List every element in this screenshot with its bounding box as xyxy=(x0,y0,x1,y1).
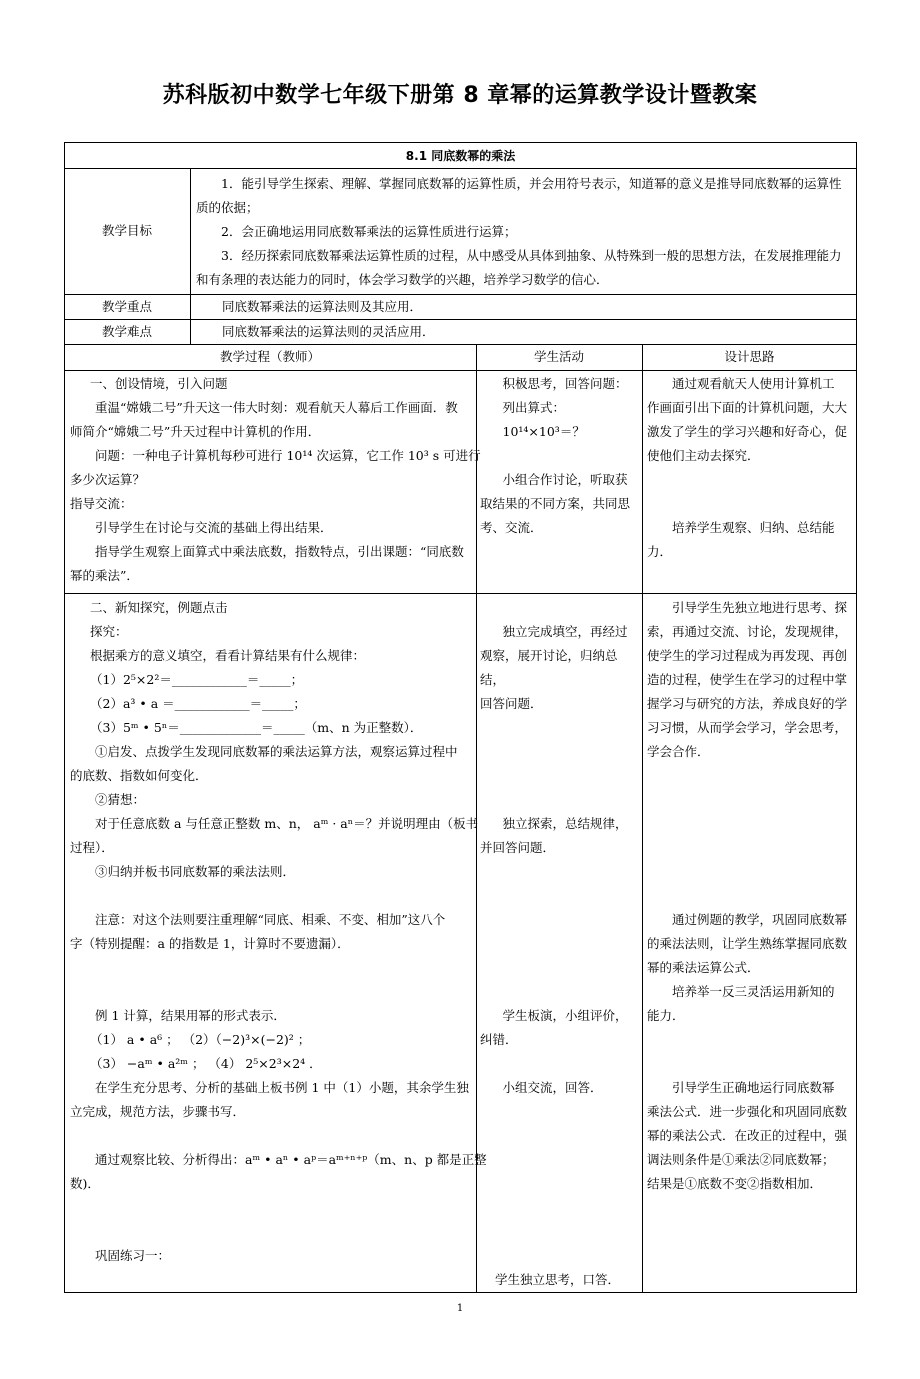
spacer xyxy=(70,884,472,908)
text-line: 学生独立思考，口答． xyxy=(495,1272,621,1287)
text-line: 取结果的不同方案，共同思 xyxy=(480,496,631,511)
spacer xyxy=(647,764,855,908)
text-line: 使学生的学习过程成为再发现、再创 xyxy=(647,648,848,663)
text-line: 握学习与研究的方法，养成良好的学 xyxy=(647,696,848,711)
text-line: （1）2⁵×2²＝____________＝_____； xyxy=(90,672,304,687)
text-line: 多少次运算？ xyxy=(70,472,146,487)
text-line: 乘法公式．进一步强化和巩固同底数 xyxy=(647,1104,848,1119)
row-divider xyxy=(64,593,857,594)
text-line: 数)． xyxy=(70,1176,100,1191)
text-line: 在学生充分思考、分析的基础上板书例 1 中（1）小题，其余学生独 xyxy=(95,1080,469,1095)
text-line: 纠错． xyxy=(480,1032,518,1047)
part2-design xyxy=(647,596,855,1196)
text-line: 10¹⁴×10³＝？ xyxy=(502,424,585,439)
goals-label: 教学目标 xyxy=(101,223,152,238)
text-line: （3） −aᵐ • a²ᵐ ； （4） 2⁵×2³×2⁴ ． xyxy=(90,1056,322,1071)
difficulty-text: 同底数幂乘法的运算法则的灵活应用． xyxy=(222,324,435,339)
text-line: 例 1 计算，结果用幂的形式表示． xyxy=(95,1008,286,1023)
text-line: 师简介“嫦娥二号”升天过程中计算机的作用． xyxy=(70,424,321,439)
text-line: 学会合作． xyxy=(647,744,710,759)
spacer xyxy=(480,860,640,1004)
spacer xyxy=(480,1052,640,1076)
text-line: 根据乘方的意义填空，看看计算结果有什么规律： xyxy=(90,648,366,663)
text-line: 一、创设情境，引入问题 xyxy=(90,376,228,391)
text-line: 对于任意底数 a 与任意正整数 m、n， aᵐ · aⁿ＝？并说明理由（板书 xyxy=(95,816,479,831)
text-line: 注意：对这个法则要注重理解“同底、相乘、不变、相加”这八个 xyxy=(95,912,446,927)
row-divider xyxy=(64,168,857,169)
text-line: 力． xyxy=(647,544,673,559)
part1-design xyxy=(647,372,855,564)
header-process: 教学过程（教师） xyxy=(219,349,320,364)
text-line: 立完成，规范方法，步骤书写． xyxy=(70,1104,246,1119)
text-line: 过程）． xyxy=(70,840,114,855)
spacer xyxy=(647,1028,855,1076)
page-number: 1 xyxy=(456,1303,464,1314)
text-line: （3）5ᵐ • 5ⁿ＝_____________＝_____（m、n 为正整数）． xyxy=(90,720,423,735)
text-line: 探究： xyxy=(90,624,128,639)
text-line: 能力． xyxy=(647,1008,685,1023)
text-line: 二、新知探究，例题点击 xyxy=(90,600,228,615)
part2-student xyxy=(480,596,640,1292)
header-design: 设计思路 xyxy=(724,349,775,364)
spacer xyxy=(70,956,472,1004)
part1-student xyxy=(480,372,640,540)
text-line: 索，再通过交流、讨论，发现规律， xyxy=(647,624,848,639)
spacer xyxy=(480,716,640,812)
text-line: 字（特别提醒：a 的指数是 1，计算时不要遗漏）． xyxy=(70,936,350,951)
text-line: 通过观察比较、分析得出：aᵐ • aⁿ • aᵖ＝aᵐ⁺ⁿ⁺ᵖ（m、n、p 都是正整 xyxy=(95,1152,487,1167)
text-line: 培养举一反三灵活运用新知的 xyxy=(672,984,835,999)
text-line: 考、交流． xyxy=(480,520,543,535)
text-line: 幂的乘法”． xyxy=(70,568,139,583)
text-line: 引导学生先独立地进行思考、探 xyxy=(672,600,848,615)
spacer xyxy=(480,1100,640,1268)
text-line: 引导学生在讨论与交流的基础上得出结果． xyxy=(95,520,333,535)
text-line: 并回答问题． xyxy=(480,840,556,855)
text-line: 造的过程，使学生在学习的过程中掌 xyxy=(647,672,848,687)
text-line: 使他们主动去探究． xyxy=(647,448,760,463)
text-line: 通过观看航天人使用计算机工 xyxy=(672,376,835,391)
text-line: 幂的乘法运算公式． xyxy=(647,960,760,975)
section-title: 8.1 同底数幂的乘法 xyxy=(405,149,516,163)
part1-teacher xyxy=(70,372,481,588)
key-point-text: 同底数幂乘法的运算法则及其应用． xyxy=(222,299,423,314)
text-line: 指导交流： xyxy=(70,496,133,511)
text-line: 作画面引出下面的计算机问题，大大 xyxy=(647,400,848,415)
text-line: ②猜想： xyxy=(95,792,146,807)
difficulty-label: 教学难点 xyxy=(101,324,152,339)
text-line: 结果是①底数不变②指数相加． xyxy=(647,1176,823,1191)
key-point-label: 教学重点 xyxy=(101,299,152,314)
text-line: 回答问题． xyxy=(480,696,543,711)
spacer xyxy=(480,596,640,620)
column-divider xyxy=(190,168,191,344)
goal-line: 和有条理的表达能力的同时，体会学习数学的兴趣，培养学习数学的信心． xyxy=(196,272,609,287)
text-line: 引导学生正确地运行同底数幂 xyxy=(672,1080,835,1095)
page-title: 苏科版初中数学七年级下册第 8 章幂的运算教学设计暨教案 xyxy=(162,83,758,108)
text-line: 培养学生观察、归纳、总结能 xyxy=(672,520,835,535)
spacer xyxy=(70,1124,472,1148)
text-line: （2）a³ • a ＝____________＝_____； xyxy=(90,696,306,711)
spacer xyxy=(480,444,640,468)
spacer xyxy=(70,1196,472,1244)
text-line: 的底数、指数如何变化． xyxy=(70,768,208,783)
header-activity: 学生活动 xyxy=(533,349,584,364)
goals-text xyxy=(196,172,854,292)
row-divider xyxy=(64,370,857,371)
spacer xyxy=(647,468,855,516)
text-line: 列出算式： xyxy=(502,400,566,415)
text-line: ①启发、点拨学生发现同底数幂的乘法运算方法，观察运算过程中 xyxy=(95,744,458,759)
goal-line: 1．能引导学生探索、理解、掌握同底数幂的运算性质，并会用符号表示，知道幂的意义是推导同底数幂的运算性 xyxy=(221,176,842,191)
text-line: 的乘法法则，让学生熟练掌握同底数 xyxy=(647,936,848,951)
text-line: 激发了学生的学习兴趣和好奇心，促 xyxy=(647,424,848,439)
text-line: ③归纳并板书同底数幂的乘法法则． xyxy=(95,864,296,879)
goal-line: 2．会正确地运用同底数幂乘法的运算性质进行运算； xyxy=(221,224,517,239)
text-line: 独立探索，总结规律， xyxy=(502,816,628,831)
text-line: 小组合作讨论，听取获 xyxy=(502,472,628,487)
text-line: 调法则条件是①乘法②同底数幂； xyxy=(647,1152,835,1167)
text-line: 积极思考，回答问题： xyxy=(502,376,628,391)
column-divider xyxy=(642,344,643,1293)
text-line: 小组交流，回答． xyxy=(502,1080,603,1095)
goal-line: 质的依据； xyxy=(196,200,259,215)
goal-line: 3．经历探索同底数幂乘法运算性质的过程，从中感受从具体到抽象、从特殊到一般的思想方法，在发展推理能力 xyxy=(221,248,842,263)
text-line: 通过例题的教学，巩固同底数幂 xyxy=(672,912,848,927)
text-line: 独立完成填空，再经过 xyxy=(502,624,628,639)
text-line: 指导学生观察上面算式中乘法底数，指数特点，引出课题：“同底数 xyxy=(95,544,464,559)
text-line: （1） a • a⁶ ； （2）（−2)³×(−2)² ； xyxy=(90,1032,311,1047)
text-line: 学生板演，小组评价， xyxy=(502,1008,628,1023)
part2-teacher xyxy=(70,596,487,1268)
text-line: 幂的乘法公式．在改正的过程中，强 xyxy=(647,1128,848,1143)
text-line: 巩固练习一： xyxy=(95,1248,171,1263)
text-line: 习习惯，从而学会学习，学会思考， xyxy=(647,720,848,735)
text-line: 观察，展开讨论，归纳总结， xyxy=(480,648,618,687)
text-line: 问题：一种电子计算机每秒可进行 10¹⁴ 次运算，它工作 10³ s 可进行 xyxy=(95,448,481,463)
text-line: 重温“嫦娥二号”升天这一伟大时刻：观看航天人幕后工作画面．教 xyxy=(95,400,458,415)
